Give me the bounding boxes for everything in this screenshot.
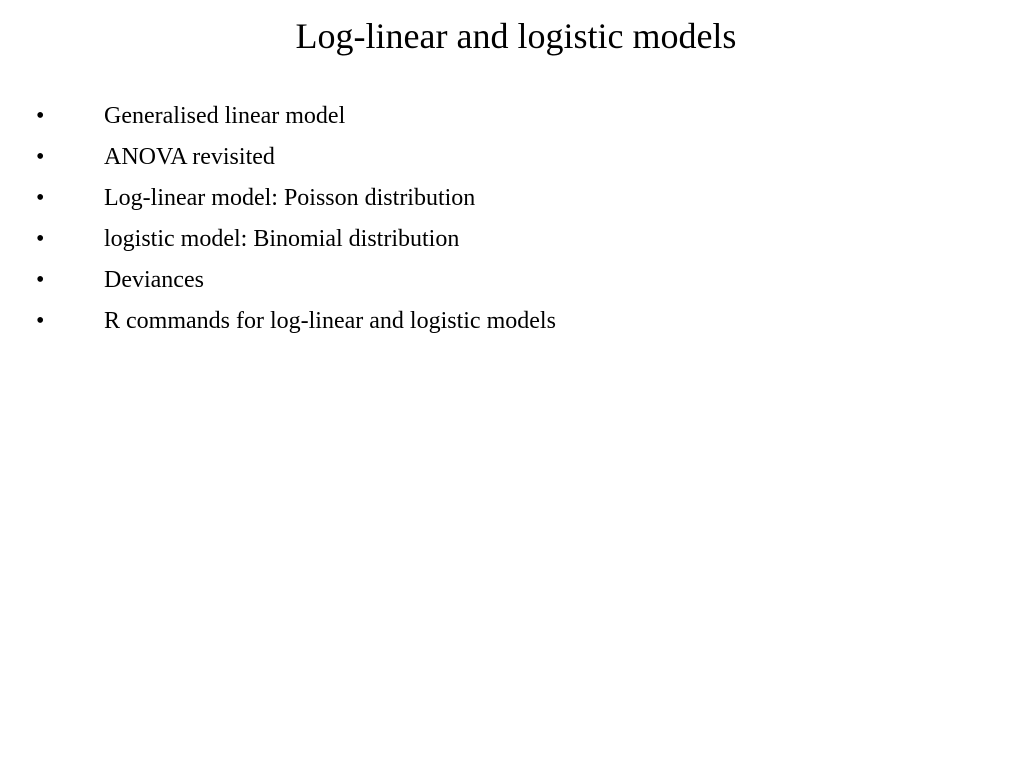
bullet-item-logistic [0, 219, 1000, 260]
bullet-text: Deviances [104, 267, 204, 293]
bullet-item-r-commands [0, 301, 1000, 342]
bullet-item-deviances [0, 260, 1000, 301]
bullet-item-anova [0, 137, 1000, 178]
bullet-text: R commands for log-linear and logistic models [104, 308, 556, 334]
bullet-text: Generalised linear model [104, 103, 346, 129]
bullet-icon: • [36, 267, 45, 293]
bullet-icon: • [36, 226, 45, 252]
bullet-icon: • [36, 103, 45, 129]
bullet-icon: • [36, 308, 45, 334]
slide-title: Log-linear and logistic models [295, 16, 737, 56]
bullet-icon: • [36, 185, 45, 211]
bullet-text: logistic model: Binomial distribution [104, 226, 460, 252]
bullet-icon: • [36, 144, 45, 170]
bullet-item-glm [0, 96, 1000, 137]
bullet-text: ANOVA revisited [104, 144, 275, 170]
bullet-list [0, 96, 1000, 342]
bullet-item-log-linear [0, 178, 1000, 219]
bullet-text: Log-linear model: Poisson distribution [104, 185, 476, 211]
